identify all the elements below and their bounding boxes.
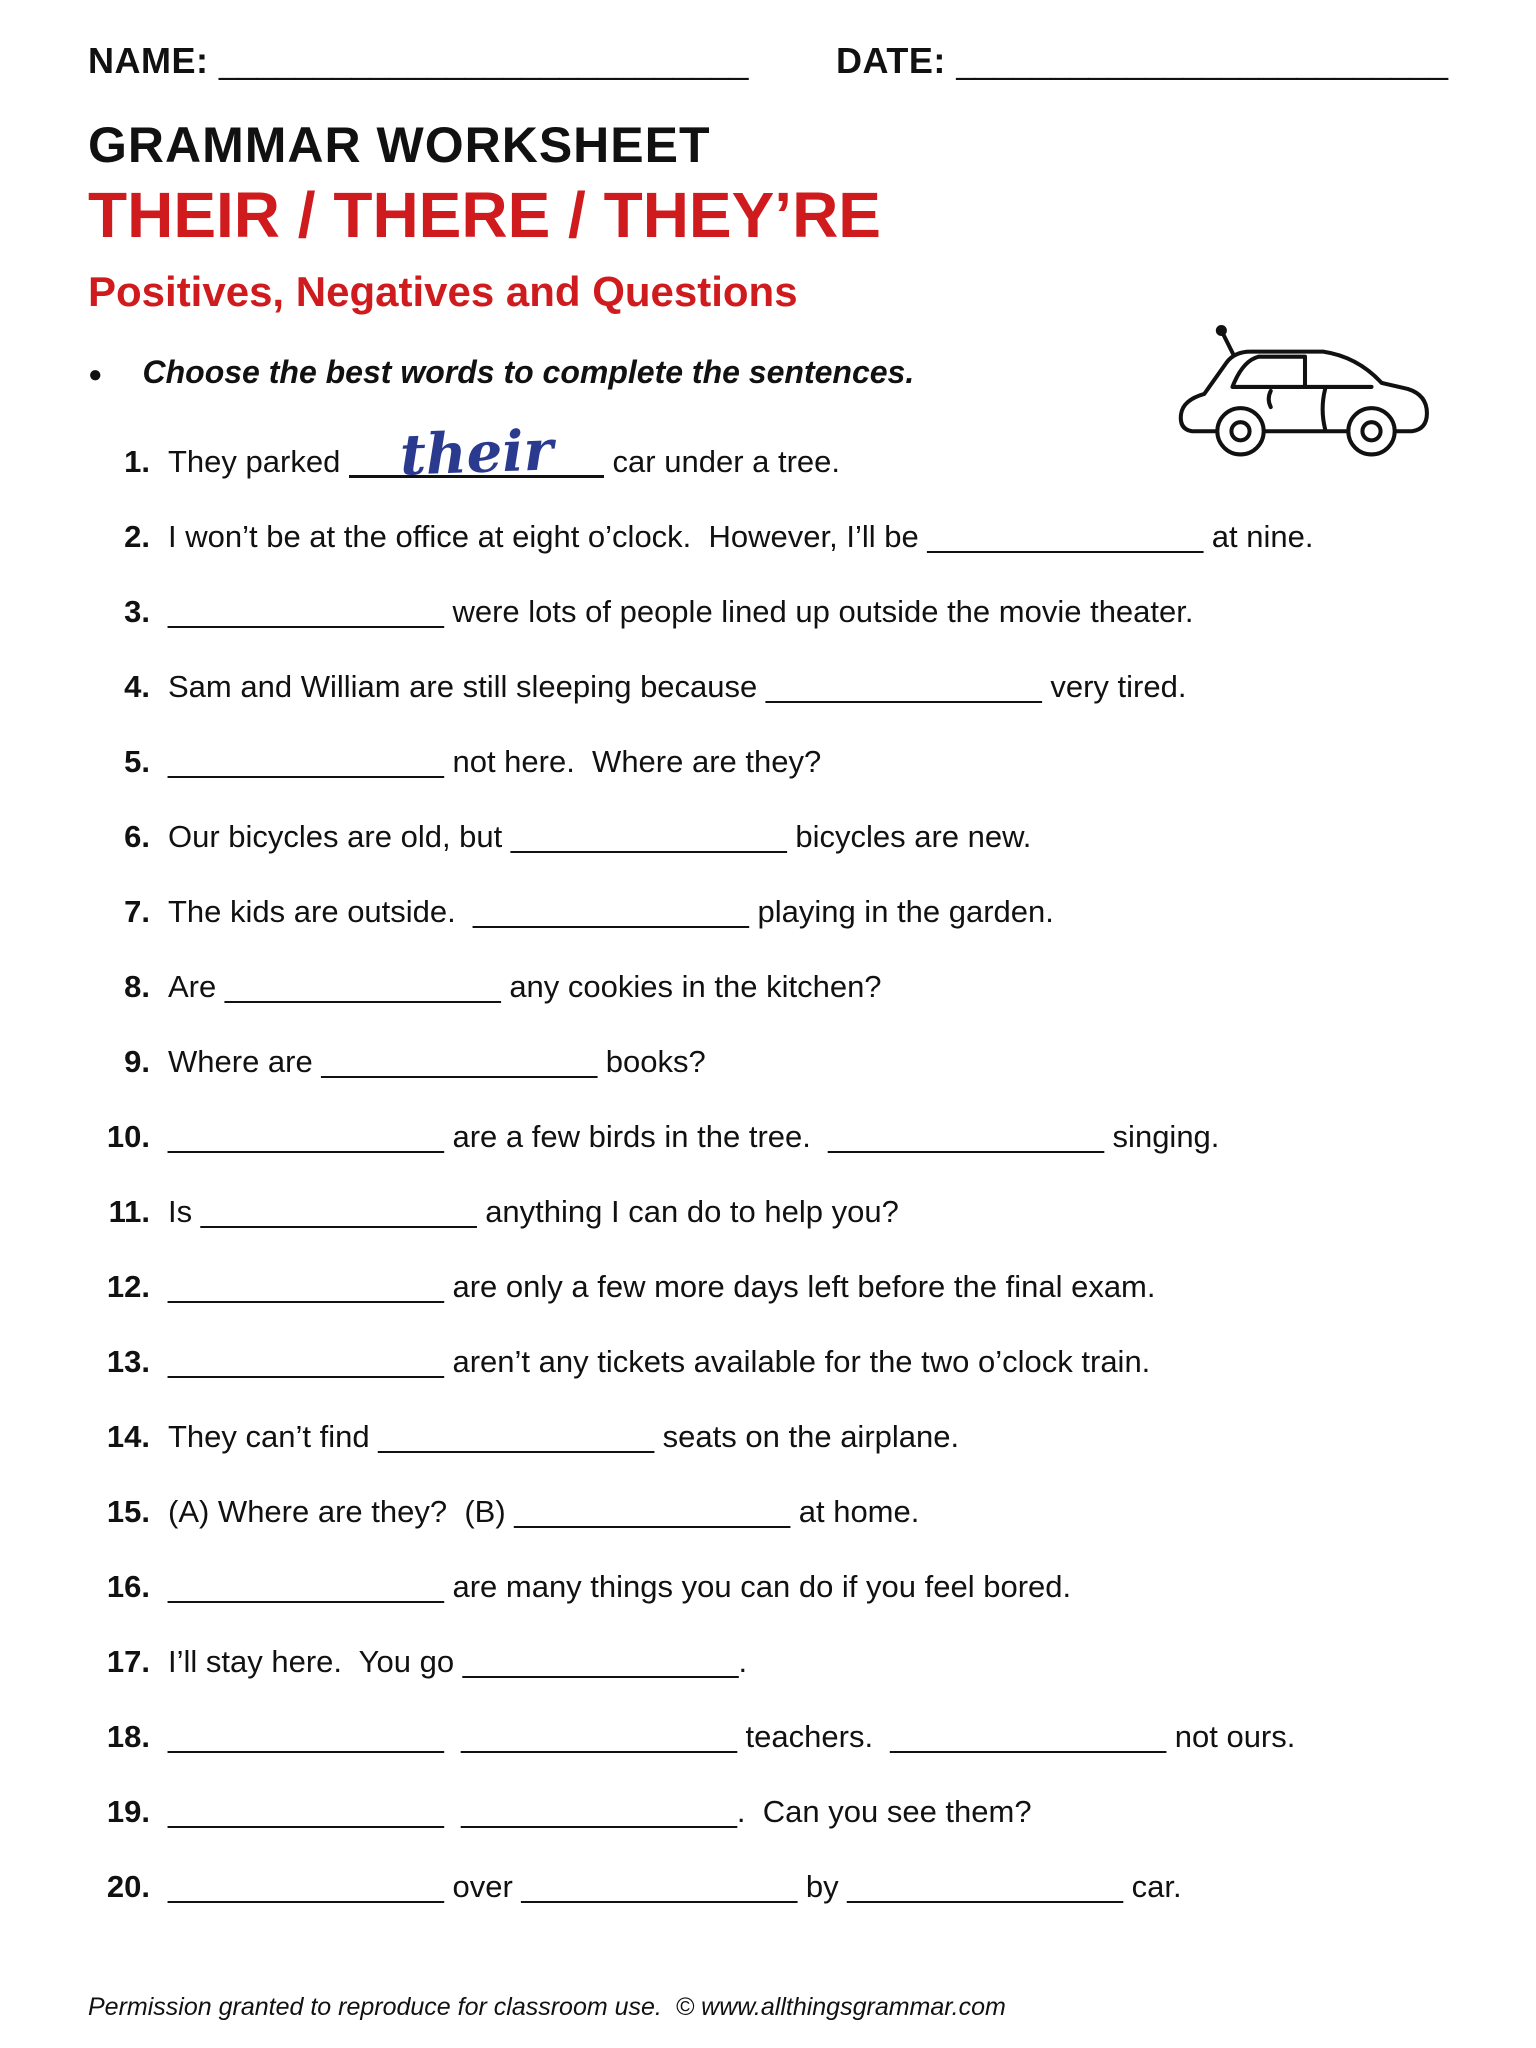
question-row-5	[88, 742, 1448, 782]
question-row-3	[88, 592, 1448, 632]
question-row-4	[88, 667, 1448, 707]
name-blank-line: ____________________________	[219, 43, 749, 81]
car-clipart	[1174, 318, 1436, 474]
worksheet-kicker: GRAMMAR WORKSHEET	[88, 117, 711, 173]
question-number: 20.	[106, 1869, 150, 1904]
question-number: 4.	[124, 669, 150, 704]
question-number: 14.	[106, 1419, 150, 1454]
question-text: ________________ are only a few more days left before the final exam.	[168, 1269, 1156, 1304]
date-field-group	[836, 40, 1448, 82]
instruction-text: Choose the best words to complete the sentences.	[142, 354, 915, 390]
copyright-footer: Permission granted to reproduce for classroom use. © www.allthingsgrammar.com	[88, 1993, 1006, 2021]
question-number: 3.	[124, 594, 150, 629]
question-number: 1.	[124, 444, 150, 479]
question-row-13	[88, 1342, 1448, 1382]
question-number: 7.	[124, 894, 150, 929]
answer-blank	[349, 417, 604, 489]
question-number: 15.	[106, 1494, 150, 1529]
question-number: 10.	[106, 1119, 150, 1154]
question-row-15	[88, 1492, 1448, 1532]
question-number: 16.	[106, 1569, 150, 1604]
question-text: (A) Where are they? (B) ________________ at home.	[168, 1494, 920, 1529]
car-icon	[1174, 318, 1436, 474]
question-number: 2.	[124, 519, 150, 554]
question-text: Sam and William are still sleeping because ________________ very tired.	[168, 669, 1187, 704]
question-text: ________________ aren’t any tickets available for the two o’clock train.	[168, 1344, 1151, 1379]
question-row-19	[88, 1792, 1448, 1832]
question-row-10	[88, 1117, 1448, 1157]
question-list	[88, 417, 1448, 1907]
question-number: 5.	[124, 744, 150, 779]
name-date-header	[88, 40, 1448, 82]
question-row-2	[88, 517, 1448, 557]
question-text: They can’t find ________________ seats on the airplane.	[168, 1419, 960, 1454]
question-row-20	[88, 1867, 1448, 1907]
question-row-7	[88, 892, 1448, 932]
question-row-17	[88, 1642, 1448, 1682]
question-number: 18.	[106, 1719, 150, 1754]
question-text: ________________ over ________________ by ________________ car.	[168, 1869, 1182, 1904]
question-text: The kids are outside. ________________ playing in the garden.	[168, 894, 1054, 929]
question-number: 8.	[124, 969, 150, 1004]
question-number: 11.	[108, 1194, 150, 1229]
question-row-14	[88, 1417, 1448, 1457]
question-number: 12.	[106, 1269, 150, 1304]
question-row-9	[88, 1042, 1448, 1082]
question-text: ________________ ________________ teachers. ________________ not ours.	[168, 1719, 1296, 1754]
question-number: 6.	[124, 819, 150, 854]
question-row-11	[88, 1192, 1448, 1232]
question-row-6	[88, 817, 1448, 857]
question-number: 17.	[106, 1644, 150, 1679]
question-text: ________________ are a few birds in the tree. ________________ singing.	[168, 1119, 1220, 1154]
question-text: ________________ are many things you can do if you feel bored.	[168, 1569, 1072, 1604]
date-blank-line: __________________________	[956, 43, 1448, 81]
question-text: I won’t be at the office at eight o’clock. However, I’ll be ________________ at nine.	[168, 519, 1314, 554]
handwritten-answer: their	[398, 417, 555, 489]
question-text	[168, 417, 841, 489]
question-row-12	[88, 1267, 1448, 1307]
question-text: ________________ not here. Where are they?	[168, 744, 822, 779]
name-field-group	[88, 40, 748, 82]
name-label: NAME:	[88, 40, 219, 81]
question-text: Is ________________ anything I can do to help you?	[168, 1194, 899, 1229]
question-row-8	[88, 967, 1448, 1007]
question-text-post: car under a tree.	[603, 444, 841, 479]
question-text: I’ll stay here. You go ________________.	[168, 1644, 748, 1679]
question-text: ________________ were lots of people lined up outside the movie theater.	[168, 594, 1194, 629]
bullet-icon: ●	[88, 360, 103, 388]
page-subtitle: Positives, Negatives and Questions	[88, 268, 798, 315]
question-text: Where are ________________ books?	[168, 1044, 706, 1079]
question-text: Our bicycles are old, but ________________ bicycles are new.	[168, 819, 1032, 854]
question-number: 9.	[124, 1044, 150, 1079]
question-text: ________________ ________________. Can you see them?	[168, 1794, 1032, 1829]
question-row-16	[88, 1567, 1448, 1607]
question-text-pre: They parked	[168, 444, 349, 479]
question-number: 13.	[106, 1344, 150, 1379]
date-label: DATE:	[836, 40, 957, 81]
question-number: 19.	[106, 1794, 150, 1829]
question-text: Are ________________ any cookies in the kitchen?	[168, 969, 882, 1004]
page-title: THEIR / THERE / THEY’RE	[88, 179, 881, 251]
question-row-18	[88, 1717, 1448, 1757]
